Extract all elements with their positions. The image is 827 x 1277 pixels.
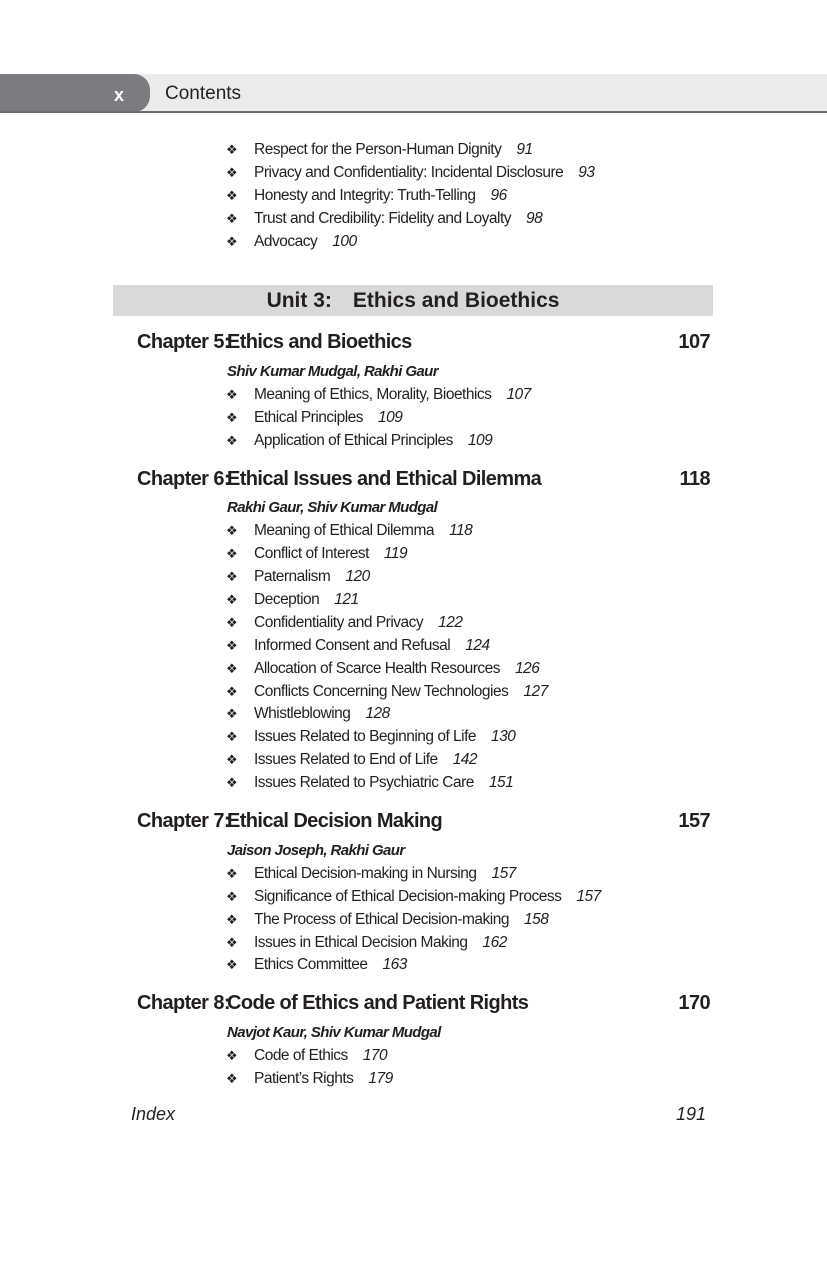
bullet-icon: ❖: [226, 433, 238, 448]
toc-item[interactable]: [226, 161, 595, 184]
chapter-authors: Jaison Joseph, Rakhi Gaur: [227, 842, 405, 859]
toc-item[interactable]: [226, 519, 472, 542]
item-title: The Process of Ethical Decision-making: [254, 911, 509, 928]
chapter-label: Chapter 6:: [137, 468, 230, 490]
bullet-icon: ❖: [226, 142, 238, 157]
item-page: 170: [362, 1047, 388, 1064]
bullet-icon: ❖: [226, 1071, 238, 1086]
toc-item[interactable]: [226, 931, 507, 954]
toc-item[interactable]: [226, 611, 463, 634]
bullet-icon: ❖: [226, 523, 238, 538]
toc-item[interactable]: [226, 953, 407, 976]
item-page: 93: [578, 164, 595, 181]
item-title: Paternalism: [254, 568, 331, 585]
bullet-icon: ❖: [226, 615, 238, 630]
item-title: Ethical Principles: [254, 409, 364, 426]
chapter-page: 118: [679, 468, 710, 490]
bullet-icon: ❖: [226, 234, 238, 249]
toc-item[interactable]: [226, 588, 359, 611]
item-page: 119: [383, 545, 408, 562]
toc-item[interactable]: [226, 138, 533, 161]
item-title: Ethical Decision-making in Nursing: [254, 865, 477, 882]
item-title: Meaning of Ethics, Morality, Bioethics: [254, 386, 492, 403]
toc-item[interactable]: [226, 230, 357, 253]
item-title: Issues in Ethical Decision Making: [254, 934, 468, 951]
bullet-icon: ❖: [226, 752, 238, 767]
toc-item[interactable]: [226, 771, 513, 794]
toc-item[interactable]: [226, 725, 515, 748]
chapter-page: 157: [678, 810, 710, 832]
item-page: 130: [491, 728, 516, 745]
item-title: Whistleblowing: [254, 705, 351, 722]
index-page: 191: [675, 1104, 706, 1124]
chapter-authors: Rakhi Gaur, Shiv Kumar Mudgal: [227, 499, 438, 516]
toc-item[interactable]: [226, 565, 370, 588]
bullet-icon: ❖: [226, 211, 238, 226]
item-title: Patient’s Rights: [254, 1070, 354, 1087]
bullet-icon: ❖: [226, 729, 238, 744]
item-title: Allocation of Scarce Health Resources: [254, 660, 500, 677]
chapter-title[interactable]: Code of Ethics and Patient Rights: [227, 992, 529, 1014]
item-page: 91: [516, 141, 533, 158]
item-page: 162: [482, 934, 507, 951]
toc-item[interactable]: [226, 657, 539, 680]
chapter-label: Chapter 5:: [137, 331, 230, 353]
chapter-title[interactable]: Ethical Decision Making: [227, 810, 443, 832]
toc-item[interactable]: [226, 702, 390, 725]
item-page: 109: [467, 432, 493, 449]
item-title: Meaning of Ethical Dilemma: [254, 522, 434, 539]
item-title: Trust and Credibility: Fidelity and Loyalty: [254, 210, 512, 227]
item-title: Respect for the Person-Human Dignity: [254, 141, 502, 158]
item-title: Issues Related to Psychiatric Care: [254, 774, 474, 791]
bullet-icon: ❖: [226, 912, 238, 927]
item-page: 124: [465, 637, 490, 654]
item-page: 157: [491, 865, 516, 882]
bullet-icon: ❖: [226, 706, 238, 721]
item-title: Honesty and Integrity: Truth-Telling: [254, 187, 476, 204]
bullet-icon: ❖: [226, 889, 238, 904]
item-page: 98: [526, 210, 543, 227]
bullet-icon: ❖: [226, 775, 238, 790]
toc-item[interactable]: [226, 885, 601, 908]
chapter-page: 107: [678, 331, 710, 353]
item-page: 118: [448, 522, 473, 539]
item-page: 163: [382, 956, 407, 973]
bullet-icon: ❖: [226, 684, 238, 699]
bullet-icon: ❖: [226, 935, 238, 950]
item-page: 122: [438, 614, 463, 631]
toc-item[interactable]: [226, 680, 548, 703]
toc-item[interactable]: [226, 1044, 387, 1067]
chapter-title[interactable]: Ethics and Bioethics: [227, 331, 412, 353]
toc-item[interactable]: [226, 1067, 393, 1090]
item-page: 142: [452, 751, 478, 768]
chapter-page: 170: [678, 992, 710, 1014]
toc-item[interactable]: [226, 406, 402, 429]
toc-item[interactable]: [226, 634, 490, 657]
item-page: 179: [368, 1070, 393, 1087]
chapter-title[interactable]: Ethical Issues and Ethical Dilemma: [227, 468, 542, 490]
item-title: Code of Ethics: [254, 1047, 348, 1064]
chapter-label: Chapter 7:: [137, 810, 230, 832]
bullet-icon: ❖: [226, 410, 238, 425]
item-page: 120: [345, 568, 370, 585]
item-page: 157: [576, 888, 601, 905]
toc-item[interactable]: [226, 908, 548, 931]
item-title: Confidentiality and Privacy: [254, 614, 424, 631]
item-title: Ethics Committee: [254, 956, 368, 973]
toc-item[interactable]: [226, 862, 516, 885]
item-title: Significance of Ethical Decision-making Process: [254, 888, 562, 905]
item-title: Issues Related to End of Life: [254, 751, 438, 768]
toc-item[interactable]: [226, 748, 477, 771]
item-page: 151: [488, 774, 514, 791]
bullet-icon: ❖: [226, 661, 238, 676]
chapter-label: Chapter 8:: [137, 992, 230, 1014]
unit-heading[interactable]: Unit 3: Ethics and Bioethics: [266, 289, 560, 312]
item-title: Deception: [254, 591, 320, 608]
bullet-icon: ❖: [226, 866, 238, 881]
item-title: Informed Consent and Refusal: [254, 637, 451, 654]
item-title: Issues Related to Beginning of Life: [254, 728, 477, 745]
bullet-icon: ❖: [226, 546, 238, 561]
item-page: 127: [523, 683, 548, 700]
page-number: x: [113, 85, 124, 105]
bullet-icon: ❖: [226, 165, 238, 180]
item-page: 100: [332, 233, 357, 250]
item-title: Conflict of Interest: [254, 545, 369, 562]
item-title: Conflicts Concerning New Technologies: [254, 683, 509, 700]
item-title: Advocacy: [254, 233, 318, 250]
item-page: 128: [365, 705, 390, 722]
toc-item[interactable]: [226, 542, 407, 565]
bullet-icon: ❖: [226, 188, 238, 203]
header-rule: [0, 111, 827, 113]
bullet-icon: ❖: [226, 1048, 238, 1063]
bullet-icon: ❖: [226, 569, 238, 584]
header-title: Contents: [165, 83, 242, 104]
bullet-icon: ❖: [226, 638, 238, 653]
toc-item[interactable]: [226, 429, 492, 452]
item-page: 107: [506, 386, 531, 403]
item-page: 96: [490, 187, 507, 204]
bullet-icon: ❖: [226, 387, 238, 402]
chapter-authors: Shiv Kumar Mudgal, Rakhi Gaur: [227, 363, 438, 380]
item-page: 109: [378, 409, 403, 426]
item-title: Application of Ethical Principles: [254, 432, 453, 449]
chapter-authors: Navjot Kaur, Shiv Kumar Mudgal: [227, 1024, 441, 1041]
toc-item[interactable]: [226, 383, 531, 406]
item-title: Privacy and Confidentiality: Incidental Disclosure: [254, 164, 564, 181]
bullet-icon: ❖: [226, 957, 238, 972]
bullet-icon: ❖: [226, 592, 238, 607]
toc-item[interactable]: [226, 207, 542, 230]
toc-item[interactable]: [226, 184, 507, 207]
index-label[interactable]: Index: [131, 1104, 176, 1124]
item-page: 121: [334, 591, 359, 608]
item-page: 158: [523, 911, 549, 928]
item-page: 126: [515, 660, 540, 677]
